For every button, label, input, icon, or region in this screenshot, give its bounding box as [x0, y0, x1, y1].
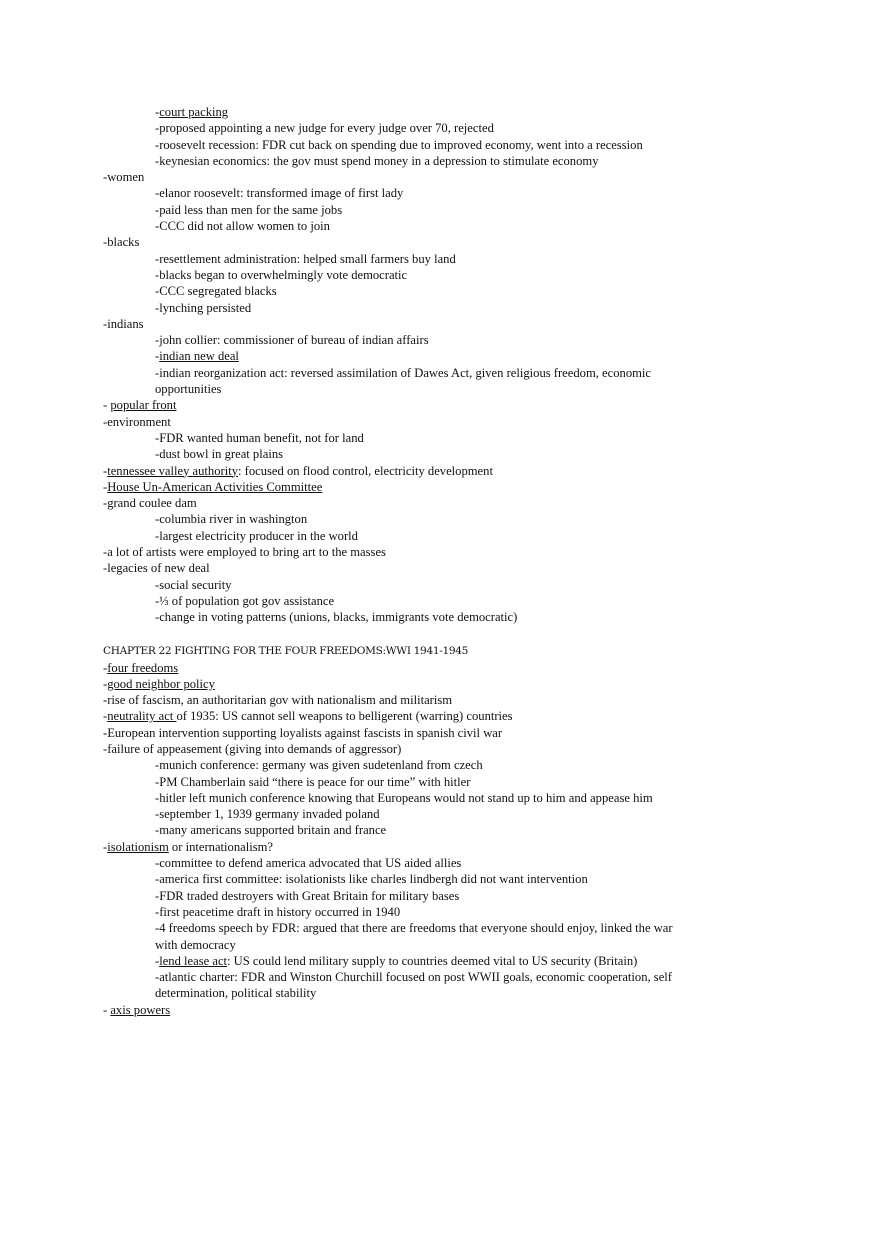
note-text: -CCC did not allow women to join: [155, 219, 330, 234]
note-text: -proposed appointing a new judge for every judge over 70, rejected: [155, 121, 494, 136]
note-line: [103, 888, 678, 904]
note-text: -rise of fascism, an authoritarian gov with nationalism and militarism: [103, 693, 453, 708]
note-line: [103, 511, 678, 527]
note-text: -a lot of artists were employed to bring art to the masses: [103, 545, 386, 560]
note-text: -blacks began to overwhelmingly vote democratic: [155, 267, 408, 282]
note-text: -lynching persisted: [155, 300, 252, 315]
note-text-continued: of 1935: US cannot sell weapons to belligerent (warring) countries: [176, 709, 513, 724]
note-text: -: [155, 953, 160, 968]
note-line: [103, 430, 678, 446]
note-text: -munich conference: germany was given sudetenland from czech: [155, 758, 483, 773]
note-line: [103, 790, 678, 806]
note-line: [103, 1002, 678, 1018]
note-term-link[interactable]: popular front: [110, 398, 177, 413]
note-line: [103, 609, 678, 625]
note-text: -⅓ of population got gov assistance: [155, 593, 335, 608]
note-line: [103, 806, 678, 822]
note-line: [103, 676, 678, 692]
note-text: -: [103, 463, 108, 478]
note-line: [103, 577, 678, 593]
note-text: -: [103, 676, 108, 691]
note-term-link[interactable]: court packing: [159, 105, 229, 119]
note-text: -: [103, 479, 108, 494]
note-term-link[interactable]: neutrality act: [107, 709, 177, 724]
note-text: -women: [103, 170, 145, 185]
note-term-link[interactable]: House Un-American Activities Committee: [107, 479, 323, 494]
note-line: [103, 414, 678, 430]
note-text: -dust bowl in great plains: [155, 447, 284, 462]
note-text-continued: : US could lend military supply to countries deemed vital to US security (Britain): [227, 953, 638, 968]
note-line: [103, 692, 678, 708]
note-text: -roosevelt recession: FDR cut back on spending due to improved economy, went into a recession: [155, 137, 643, 152]
note-text: -: [103, 1002, 111, 1017]
note-line: [103, 528, 678, 544]
note-line: [103, 774, 678, 790]
note-line: [103, 495, 678, 511]
note-text: -blacks: [103, 235, 140, 250]
note-term-link[interactable]: tennessee valley authority: [107, 463, 238, 478]
note-text: -: [103, 839, 108, 854]
note-text: -: [155, 105, 160, 119]
note-text: -paid less than men for the same jobs: [155, 202, 343, 217]
note-text-continued: or internationalism?: [168, 839, 273, 854]
note-line: [103, 839, 678, 855]
note-line: [103, 904, 678, 920]
note-text: -committee to defend america advocated that US aided allies: [155, 856, 462, 871]
note-text: -indian reorganization act: reversed assimilation of Dawes Act, given religious freedom, economic opportunities: [155, 365, 652, 397]
note-text: -: [103, 709, 108, 724]
note-text: -4 freedoms speech by FDR: argued that there are freedoms that everyone should enjoy, linked the war with democracy: [155, 921, 673, 952]
note-text: -failure of appeasement (giving into demands of aggressor): [103, 741, 402, 756]
note-text: -European intervention supporting loyalists against fascists in spanish civil war: [103, 725, 503, 740]
note-text: -change in voting patterns (unions, blacks, immigrants vote democratic): [155, 610, 518, 625]
note-line: [103, 725, 678, 741]
note-term-link[interactable]: indian new deal: [159, 349, 239, 364]
note-line: [103, 855, 678, 871]
note-line: [103, 953, 678, 969]
section-new-deal-notes: [103, 104, 678, 626]
notes-body: [103, 104, 678, 1018]
note-text-continued: : focused on flood control, electricity development: [238, 463, 493, 478]
note-term-link[interactable]: four freedoms: [107, 660, 179, 675]
note-text: -legacies of new deal: [103, 561, 210, 576]
note-term-link[interactable]: lend lease act: [159, 953, 228, 968]
note-text: -resettlement administration: helped small farmers buy land: [155, 251, 456, 266]
note-text: -FDR traded destroyers with Great Britain for military bases: [155, 888, 460, 903]
note-text: -indians: [103, 316, 144, 331]
note-text: -: [155, 349, 160, 364]
note-line: [103, 316, 678, 332]
note-line: [103, 741, 678, 757]
note-line: [103, 593, 678, 609]
note-line: [103, 104, 678, 120]
note-line: [103, 544, 678, 560]
note-line: [103, 267, 678, 283]
note-text: -america first committee: isolationists like charles lindbergh did not want intervention: [155, 872, 588, 887]
note-text: -john collier: commissioner of bureau of indian affairs: [155, 333, 429, 348]
note-text: -columbia river in washington: [155, 512, 308, 527]
chapter-heading: CHAPTER 22 FIGHTING FOR THE FOUR FREEDOMS:WWI 1941-1945: [103, 644, 469, 657]
note-text: -environment: [103, 414, 171, 429]
note-text: -grand coulee dam: [103, 496, 197, 511]
note-text: -CCC segregated blacks: [155, 284, 277, 299]
section-chapter-22-notes: [103, 660, 678, 1019]
note-line: [103, 560, 678, 576]
note-line: [103, 218, 678, 234]
note-line: [103, 137, 678, 153]
note-line: [103, 332, 678, 348]
note-text: -first peacetime draft in history occurred in 1940: [155, 904, 401, 919]
note-line: [103, 757, 678, 773]
note-line: [103, 153, 678, 169]
note-text: -hitler left munich conference knowing that Europeans would not stand up to him and appease him: [155, 790, 653, 805]
note-text: -FDR wanted human benefit, not for land: [155, 430, 364, 445]
note-line: [103, 251, 678, 267]
note-text: -september 1, 1939 germany invaded poland: [155, 807, 380, 822]
note-line: [103, 920, 678, 953]
note-line: [103, 479, 678, 495]
note-line: [103, 397, 678, 413]
note-line: [103, 283, 678, 299]
note-line: [103, 463, 678, 479]
note-line: [103, 871, 678, 887]
note-line: [103, 185, 678, 201]
note-line: [103, 120, 678, 136]
note-line: [103, 234, 678, 250]
note-line: [103, 169, 678, 185]
note-text: -many americans supported britain and france: [155, 823, 387, 838]
note-line: [103, 969, 678, 1002]
note-text: -elanor roosevelt: transformed image of first lady: [155, 186, 404, 201]
note-line: [103, 202, 678, 218]
note-line: [103, 660, 678, 676]
note-line: [103, 822, 678, 838]
note-text: -: [103, 660, 108, 675]
note-text: -social security: [155, 577, 232, 592]
note-line: [103, 708, 678, 724]
note-term-link[interactable]: good neighbor policy: [107, 676, 215, 691]
note-text: -atlantic charter: FDR and Winston Churchill focused on post WWII goals, economic cooperation, self determination, political stability: [155, 970, 672, 1001]
note-line: [103, 300, 678, 316]
note-line: [103, 348, 678, 364]
note-term-link[interactable]: axis powers: [110, 1002, 171, 1017]
note-text: -largest electricity producer in the world: [155, 528, 358, 543]
note-text: -PM Chamberlain said “there is peace for our time” with hitler: [155, 774, 471, 789]
note-term-link[interactable]: isolationism: [107, 839, 169, 854]
note-line: [103, 365, 678, 398]
note-text: -: [103, 398, 111, 413]
note-line: [103, 446, 678, 462]
note-text: -keynesian economics: the gov must spend money in a depression to stimulate economy: [155, 153, 599, 168]
